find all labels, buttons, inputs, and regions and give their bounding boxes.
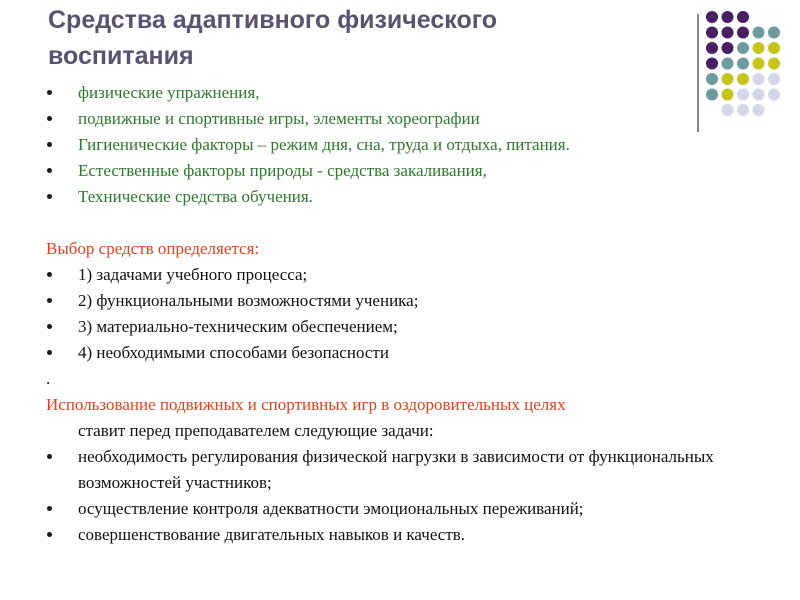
games-list — [46, 444, 786, 548]
games-continuation: ставит перед преподавателем следующие задачи: — [78, 421, 434, 440]
decorative-dot — [753, 58, 765, 70]
bullet-icon — [47, 506, 52, 511]
bullet-icon — [47, 272, 52, 277]
decorative-dot — [722, 11, 734, 23]
slide-title — [48, 2, 648, 74]
choice-heading: Выбор средств определяется: — [46, 239, 260, 258]
bullet-icon — [47, 298, 52, 303]
list-item: совершенствование двигательных навыков и качеств. — [46, 522, 786, 548]
decorative-dot — [753, 42, 765, 54]
list-item: 2) функциональными возможностями ученика; — [46, 288, 786, 314]
bullet-icon — [47, 194, 52, 199]
decorative-dot — [737, 42, 749, 54]
list-item: необходимость регулирования физической нагрузки в зависимости от функциональных возможностей участников; — [46, 444, 786, 496]
decorative-dot — [706, 27, 718, 39]
bullet-icon — [47, 90, 52, 95]
means-list — [46, 80, 786, 210]
decorative-dot — [737, 27, 749, 39]
bullet-icon — [47, 116, 52, 121]
slide-content — [46, 80, 786, 548]
list-item: подвижные и спортивные игры, элементы хореографии — [46, 106, 786, 132]
decorative-dot — [737, 11, 749, 23]
decorative-dot — [706, 42, 718, 54]
list-item: Естественные факторы природы - средства закаливания, — [46, 158, 786, 184]
title-line-1: Средства адаптивного физического — [48, 6, 498, 34]
decorative-dot — [722, 27, 734, 39]
list-item: осуществление контроля адекватности эмоциональных переживаний; — [46, 496, 786, 522]
decorative-dot — [737, 58, 749, 70]
list-item: Гигиенические факторы – режим дня, сна, труда и отдыха, питания. — [46, 132, 786, 158]
list-item: 3) материально-техническим обеспечением; — [46, 314, 786, 340]
list-item: 1) задачами учебного процесса; — [46, 262, 786, 288]
bullet-icon — [47, 454, 52, 459]
title-line-2: воспитания — [48, 42, 194, 70]
bullet-icon — [47, 142, 52, 147]
decorative-dot — [768, 27, 780, 39]
decorative-dot — [768, 58, 780, 70]
bullet-icon — [47, 532, 52, 537]
decorative-dot — [722, 42, 734, 54]
bullet-icon — [47, 168, 52, 173]
period-mark: . — [46, 369, 51, 388]
bullet-icon — [47, 350, 52, 355]
choice-list — [46, 262, 786, 366]
decorative-dot — [706, 58, 718, 70]
bullet-icon — [47, 324, 52, 329]
decorative-dot — [753, 27, 765, 39]
decorative-dot — [706, 11, 718, 23]
list-item: 4) необходимыми способами безопасности — [46, 340, 786, 366]
decorative-dot — [722, 58, 734, 70]
decorative-dot — [768, 42, 780, 54]
list-item: Технические средства обучения. — [46, 184, 786, 210]
games-heading: Использование подвижных и спортивных игр в оздоровительных целях — [46, 395, 566, 414]
list-item: физические упражнения, — [46, 80, 786, 106]
